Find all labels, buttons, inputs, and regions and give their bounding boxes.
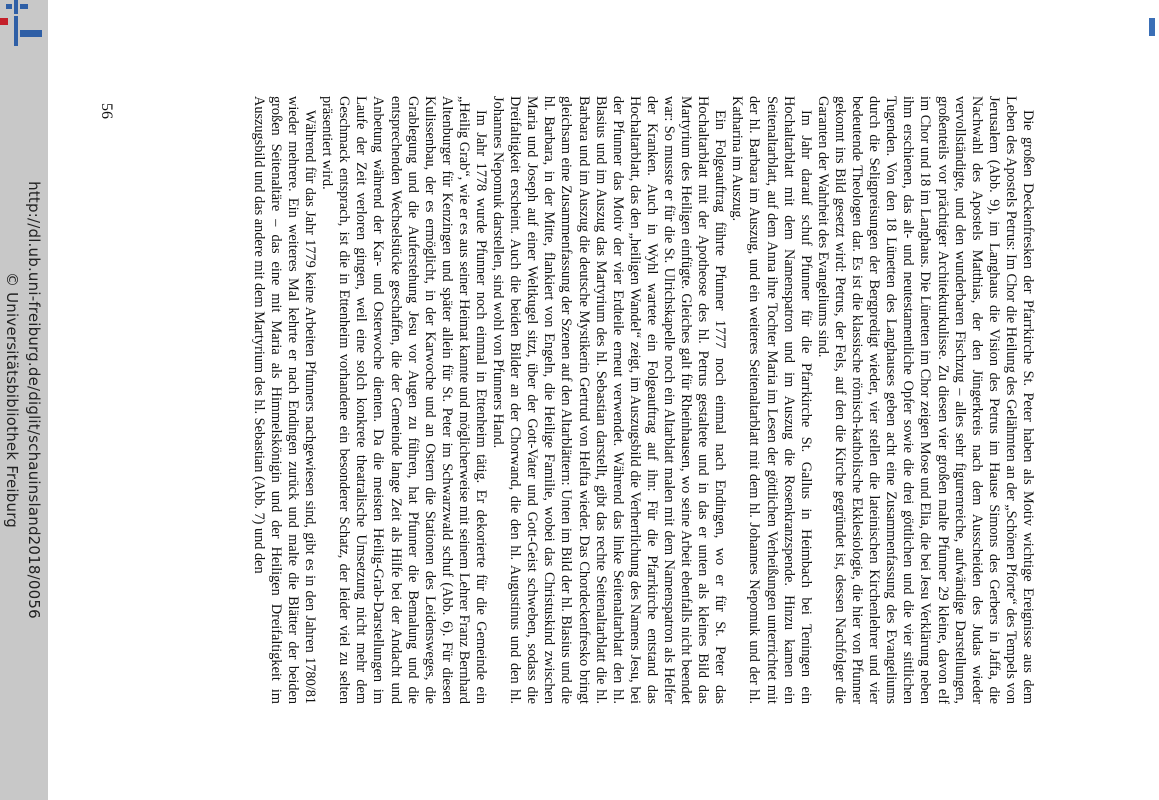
paragraph: Im Jahr 1778 wurde Pfunner noch einmal in Ettenheim tätig. Er dekorierte für die Gemeinde ein „Heilig Grab“, wie er es aus seiner Heimat kannte und möglicherweise mit seinem Lehrer Franz Bernhard Altenburger für Kenzingen und später allein für St. Peter im Schwarzwald schuf (Abb. 6). Für diesen Kulissenbau, der es ermöglicht, in der Karwoche und an Ostern die Stationen des Leidensweges, die Grablegung und die Auferstehung Jesu vor Augen zu führen, hat Pfunner die Bemalung und die entsprechenden Wechselstücke geschaffen, die der Gemeinde lange Zeit als Hilfe bei der Andacht und Anbetung während der Kar- und Osterwoche dienten. Da die meisten Heilig-Grab-Darstellungen im Laufe der Zeit verloren gingen, weil eine solch konkrete theatralische Umsetzung nicht mehr dem Geschmack entsprach, ist die in Ettenheim vorhandene ein besonderer Schatz, der leider viel zu selten präsentiert wird.: [319, 96, 489, 704]
corner-marker-icon: [1149, 18, 1155, 36]
source-url[interactable]: http://dl.ub.uni-freiburg.de/diglit/schauinsland2018/0056: [25, 181, 44, 619]
page-body-text: [152, 96, 1036, 704]
scanned-page: [152, 96, 1036, 704]
viewer-sidebar: [0, 0, 48, 800]
paragraph: Ein Folgeauftrag führte Pfunner 1777 noch einmal nach Endingen, wo er für St. Peter das Hochaltarblatt mit der Apotheose des hl. Petrus gestaltete und in das er unten als kleines Bild das Martyrium des Heiligen einfügte. Gleiches galt für Rheinhausen, wo seine Arbeit ebenfalls nicht beendet war: So musste er für die St. Ulrichskapelle noch ein Altarblatt malen mit dem Namenspatron als Helfer der Kranken. Auch in Wyhl wartete ein Folgeauftrag auf ihn: Für die Pfarrkirche entstand das Hochaltarblatt, das den „heiligen Wandel“ zeigt, im Auszugsbild die Verherrlichung des Namens Jesu, bei der Pfunner das Motiv der vier Erdteile erneut verwendet. Während das linke Seitenaltarblatt den hl. Blasius und im Auszug das Martyrium des hl. Sebastian darstellt, gibt das rechte Seitenaltarblatt die hl. Barbara und im Auszug die deutsche Mystikerin Gertrud von Helfta wieder. Das Chordeckenfresko bringt gleichsam eine Zusammenfassung der Szenen auf den Altarblättern: Unten im Bild der hl. Blasius und die hl. Barbara, in der Mitte, flankiert von Engeln, die Heilige Familie, wobei das Christuskind zwischen Maria und Joseph auf einer Weltkugel sitzt, über der Gott-Vater und Gott-Geist schweben, sodass die Dreifaltigkeit erscheint. Auch die beiden Bilder an der Chorwand, die den hl. Augustinus und den hl. Johannes Nepomuk darstellen, sind wohl von Pfunners Hand.: [490, 96, 729, 704]
paragraph: Im Jahr darauf schuf Pfunner für die Pfarrkirche St. Gallus in Heimbach bei Teningen ein Hochaltarblatt mit dem Namenspatron und im Auszug die Rosenkranzspende. Hinzu kamen ein Seitenaltarblatt, auf dem Anna ihre Tochter Maria im Lesen der göttlichen Verheißungen unterrichtet mit der hl. Barbara im Auszug, und ein weiteres Seitenaltarblatt mit dem hl. Johannes Nepomuk und der hl. Katharina im Auszug.: [729, 96, 814, 704]
copyright-notice: © Universitätsbibliothek Freiburg: [3, 271, 22, 529]
copyright-strip: [2, 0, 22, 800]
source-url-strip: [24, 0, 44, 800]
page-number: 56: [98, 103, 115, 119]
paragraph: Während für das Jahr 1779 keine Arbeiten Pfunners nachgewiesen sind, gibt es in den Jahren 1780/81 wieder mehrere. Ein weiteres Mal kehrte er nach Endingen zurück und malte die Blätter der beiden großen Seitenaltäre – das eine mit Maria als Himmelskönigin und der Heiligen Dreifaltigkeit im Auszugsbild und das andere mit dem Martyrium des hl. Sebastian (Abb. 7) und den: [250, 96, 319, 704]
paragraph: Die großen Deckenfresken der Pfarrkirche St. Peter haben als Motiv wichtige Ereignisse aus dem Leben des Apostels Petrus: Im Chor die Heilung des Gelähmten an der „Schönen Pforte“ des Tempels von Jerusalem (Abb. 9), im Langhaus die Vision des Petrus im Hause Simons des Gerbers in Jaffa, die Nachwahl des Apostels Matthias, der den Jüngerkreis nach dem Ausscheiden des Judas wieder vervollständigte, und den wunderbaren Fischzug – alles sehr figurenreiche, aufwändige Darstellungen, großenteils vor prächtiger Architekturkulisse. Zu diesen vier großen malte Pfunner 29 kleine, davon elf im Chor und 18 im Langhaus. Die Lünetten im Chor zeigen Mose und Elia, die bei Jesu Verklärung neben ihm erschienen, das alt- und neutestamentliche Opfer sowie die drei göttlichen und die vier sittlichen Tugenden. Von den 18 Lünetten des Langhauses geben acht eine Zusammenfassung des Evangeliums durch die Seligpreisungen der Bergpredigt wieder, vier stellen die lateinischen Kirchenlehrer und vier bedeutende Theologen dar. Es ist die klassische römisch-katholische Ekklesiologie, die hier von Pfunner gekonnt ins Bild gesetzt wird: Petrus, der Fels, auf den die Kirche gegründet ist, dessen Nachfolger die Garanten der Wahrheit des Evangeliums sind.: [814, 96, 1036, 704]
